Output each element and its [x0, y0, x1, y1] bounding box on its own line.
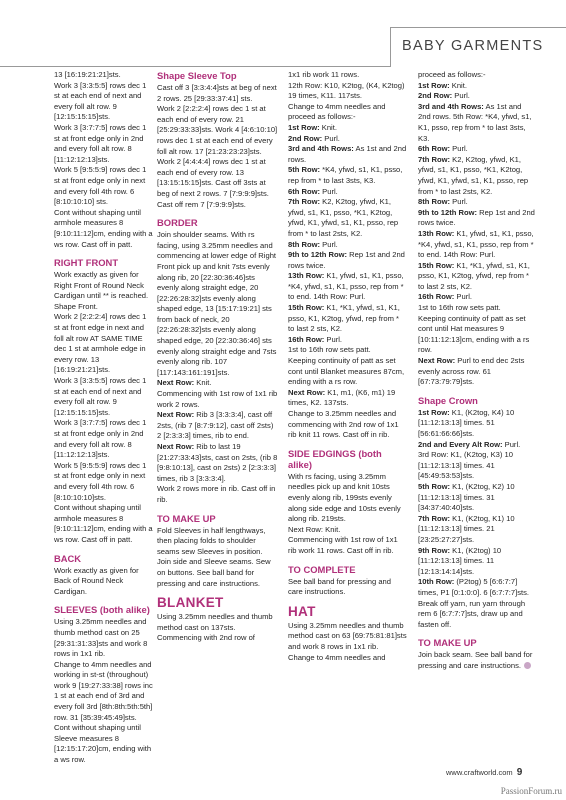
pattern-row: 7th Row: K1, (K2tog, K1) 10 [11:12:13:13] times. 21 [23:25:27:27]sts.: [418, 513, 515, 544]
pattern-row: 9th to 12th Row: Rep 1st and 2nd rows twice.: [288, 250, 405, 270]
pattern-row: 3rd and 4th Rows: As 1st and 2nd rows.: [288, 144, 407, 164]
page-number: 9: [516, 767, 523, 778]
text-line: Next Row: Knit.: [157, 378, 212, 388]
text-line: Keeping continuity of patt as set cont until Hat measures 9 [10:11:12:13]cm, ending with a rs row.: [418, 313, 530, 355]
text-line: Work 3 [3:3:5:5] rows dec 1 st at each end of next and every foll alt row. 9 [12:15:15:15]sts.: [54, 376, 147, 417]
pattern-row: 16th Row: Purl.: [288, 334, 343, 344]
text-line: Work 2 [2:2:2:4] rows dec 1 st at each end of every row. 21 [25:29:33:33]sts. Work 4 [4:6:10:10] rows dec 1 st at each end of every foll alt row. 17 [21:23:23:23]sts. Work 2 [4:4:4:4] rows dec 1 st at each end of every row. 13 [13:15:15:15]sts. Cast off 3sts at beg of next 2 rows. 7 [7:9:9:9]sts. Cast off rem 7 [7:9:9:9]sts.: [157, 104, 278, 209]
text-line: Work 2 [2:2:2:4] rows dec 1 st at front edge in next and foll alt row AT SAME TIME dec 1 st at armhole edge in every row. 13 [16:19:21:21]sts.: [54, 312, 147, 375]
pattern-row: 3rd and 4th Rows: As 1st and 2nd rows. 5th Row: *K4, yfwd, s1, K1, psso, rep from * to last 3sts, K3.: [418, 101, 532, 143]
column-3: [288, 70, 407, 663]
text-line: 12th Row: K10, K2tog, (K4, K2tog) 19 times, K11. 117sts.: [288, 80, 405, 101]
pattern-row: 13th Row: K1, yfwd, s1, K1, psso, *K4, yfwd, s1, K1, psso, rep from * to end. 14th Row: Purl.: [288, 271, 404, 302]
footer-url[interactable]: www.craftworld.com: [446, 768, 513, 777]
text-line: Fold Sleeves in half lengthways, then placing folds to shoulder seams sew Sleeves in position. Join side and Sleeve seams. Sew on buttons. See ball band for pressing and care instructions.: [157, 525, 271, 588]
row-label: Next Row:: [157, 378, 195, 388]
heading-shape-sleeve-top: Shape Sleeve Top: [157, 70, 237, 81]
pattern-row: 2nd Row: Purl.: [418, 91, 470, 101]
heading-shape-crown: Shape Crown: [418, 394, 478, 406]
text-line: Join back seam. See ball band for pressing and care instructions.: [418, 650, 533, 670]
text-line: Cont without shaping until armhole measures 8 [9:10:11:12]cm, ending with a ws row. Cast off in patt.: [54, 503, 153, 544]
pattern-row: 6th Row: Purl.: [418, 144, 468, 154]
text-line: With rs facing, using 3.25mm needles pick up and knit 10sts evenly along rib, 199sts evenly along side edge and 10sts evenly along rib. 219sts.: [288, 471, 401, 524]
text-line: Work exactly as given for Back of Round Neck Cardigan.: [54, 565, 139, 596]
heading-hat: HAT: [288, 603, 316, 619]
pattern-row: 5th Row: *K4, yfwd, s1, K1, psso, rep from * to last 3sts, K3.: [288, 165, 403, 185]
watermark: PassionForum.ru: [500, 786, 562, 796]
text-line: proceed as follows:-: [418, 70, 486, 79]
text-line: Next Row: Knit.: [288, 524, 341, 534]
pattern-row: 7th Row: K2, K2tog, yfwd, K1, yfwd, s1, K1, psso, *K1, K2tog, yfwd, K1, yfwd, s1, K1, psso, rep from * to last 2sts, K2.: [418, 154, 529, 196]
text-line: Next Row: Rib to last 19 [21:27:33:43]sts, cast on 2sts, (rib 8 [9:8:10:13], cast on 2sts) 2 [2:3:3:3] times, rib 3 [3:3:3:4].: [157, 442, 278, 483]
text-line: 13 [16:19:21:21]sts.: [54, 70, 121, 79]
text-line: 3rd Row: K1, (K2tog, K3) 10 [11:12:13:13] times. 41 [45:49:53:53]sts.: [418, 450, 513, 481]
heading-right-front: RIGHT FRONT: [54, 257, 119, 269]
text-line: Cont without shaping until armhole measures 8 [9:10:11:12]cm, ending with a ws row. Cast off in patt.: [54, 207, 153, 249]
end-mark-icon: [524, 662, 531, 669]
text-line: 1x1 rib work 11 rows.: [288, 70, 360, 79]
column-2: [157, 70, 278, 644]
pattern-row: Next Row: Purl to end dec 2sts evenly across row. 61 [67:73:79:79]sts.: [418, 356, 525, 387]
text-line: Work exactly as given for Right Front of Round Neck Cardigan until ** is reached.: [54, 270, 149, 301]
text-line: Using 3.25mm needles and thumb method cast on 63 [69:75:81:81]sts and work 8 rows in 1x1 rib.: [288, 620, 407, 651]
text-line: Using 3.25mm needles and thumb method cast on 25 [29:31:31:33]sts and work 8 rows in 1x1 rib.: [54, 617, 148, 659]
pattern-row: 8th Row: Purl.: [288, 239, 338, 249]
pattern-row: 8th Row: Purl.: [418, 197, 468, 207]
pattern-row: 2nd and Every Alt Row: Purl.: [418, 439, 521, 449]
text-line: Next Row: Rib 3 [3:3:3:4], cast off 2sts, (rib 7 [8:7:9:12], cast off 2sts) 2 [2:3:3:3] times, rib to end.: [157, 410, 274, 441]
pattern-row: 6th Row: Purl.: [288, 186, 338, 196]
page-footer: [446, 767, 522, 778]
pattern-row: 5th Row: K1, (K2tog, K2) 10 [11:12:13:13] times. 31 [34:37:40:40]sts.: [418, 481, 515, 513]
text-line: Work 5 [9:5:5:9] rows dec 1 st at front edge only in next and every foll 4th row. 6 [8:10:10:10]sts.: [54, 460, 147, 502]
pattern-row: 15th Row: K1, *K1, yfwd, s1, K1, psso, K1, K2tog, yfwd, rep from * to last 2 sts, K2.: [288, 303, 400, 334]
pattern-row: 9th to 12th Row: Rep 1st and 2nd rows twice.: [418, 207, 535, 228]
heading-blanket: BLANKET: [157, 595, 224, 611]
heading-sleeves: SLEEVES (both alike): [54, 604, 150, 616]
text-line: Work 5 [9:5:5:9] rows dec 1 st at front edge only in next and every foll 4th row. 6 [8:10:10:10] sts.: [54, 165, 147, 207]
heading-make-up: TO MAKE UP: [157, 512, 216, 524]
text-line: Work 3 [3:7:7:5] rows dec 1 st at front edge only in 2nd and every foll alt row. 8 [11:12:12:13]sts.: [54, 418, 147, 460]
heading-make-up-hat: TO MAKE UP: [418, 637, 477, 649]
row-label: Next Row:: [157, 442, 195, 451]
pattern-row: 1st Row: Knit.: [288, 122, 337, 132]
text-line: Commencing with 1st row of 1x1 rib work 11 rows. Cast off in rib.: [288, 535, 398, 555]
text-line: Using 3.25mm needles and thumb method cast on 137sts. Commencing with 2nd row of: [157, 612, 273, 643]
text-line: Work 3 [3:7:7:5] rows dec 1 st at front edge only in 2nd and every foll alt row. 8 [11:12:12:13]sts.: [54, 122, 147, 164]
pattern-row: 13th Row: K1, yfwd, s1, K1, psso, *K4, yfwd, s1, K1, psso, rep from * to end. 14th Row: Purl.: [418, 228, 534, 260]
text-line: 1st to 16th row sets patt.: [288, 345, 371, 355]
pattern-row: 2nd Row: Purl.: [288, 133, 340, 143]
text-line: Change to 4mm needles and proceed as follows:-: [288, 101, 386, 122]
text-line: Work 2 rows more in rib. Cast off in rib.: [157, 484, 276, 504]
pattern-row: 16th Row: Purl.: [418, 292, 473, 302]
text-line: Work 3 [3:3:5:5] rows dec 1 st at each end of next and every foll alt row. 9 [12:15:15:15]sts.: [54, 80, 147, 122]
row-label: Next Row:: [157, 410, 195, 420]
text-line: Join shoulder seams. With rs facing, using 3.25mm needles and commencing at lower edge of Right Front pick up and knit 7sts evenly along rib, 20 [22:30:36:46]sts evenly along straight edge, 20 [22:26:28:32]sts evenly along shaped edge, 13 [15:17:19:21] sts from back of neck, 20 [22:26:28:32]sts evenly along shaped edge, 20 [22:30:36:46] sts evenly along straight edge and 7sts evenly along rib. 107 [117:143:161:191]sts.: [157, 230, 277, 377]
text-line: Keeping continuity of patt as set cont until Blanket measures 87cm, ending with a rs row.: [288, 356, 405, 387]
text-line: 1st to 16th row sets patt.: [418, 303, 501, 313]
header-rule: [0, 66, 390, 67]
heading-back: BACK: [54, 552, 82, 564]
column-4: [418, 70, 536, 671]
text-line: Change to 4mm needles and working in st-st (throughout) work 9 [19:27:33:38] rows inc 1 st at each end of 3rd and every foll 3rd [8th:8th:5th:5th] row. 31 [35:39:45:49]sts.: [54, 659, 153, 722]
heading-border: BORDER: [157, 217, 198, 229]
text-line: Change to 3.25mm needles and commencing with 2nd row of 1x1 rib knit 11 rows. Cast off in rib.: [288, 409, 399, 440]
text-line: Change to 4mm needles and: [288, 652, 386, 662]
pattern-row: 15th Row: K1, *K1, yfwd, s1, K1, psso, K1, K2tog, yfwd, rep from * to last 2 sts, K2.: [418, 260, 530, 291]
pattern-row: 1st Row: K1, (K2tog, K4) 10 [11:12:13:13] times. 51 [56:61:66:66]sts.: [418, 407, 515, 438]
text-line: Shape Front.: [54, 301, 98, 311]
section-title: BABY GARMENTS: [402, 38, 544, 54]
pattern-row: 7th Row: K2, K2tog, yfwd, K1, yfwd, s1, K1, psso, *K1, K2tog, yfwd, K1, yfwd, s1, K1, psso, rep from * to last 2sts, K2.: [288, 197, 399, 238]
text-line: Cont without shaping until Sleeve measures 8 [12:15:17:20]cm, ending with a ws row.: [54, 723, 152, 765]
text-line: Commencing with 1st row of 1x1 rib work 2 rows.: [157, 389, 278, 409]
pattern-row: 10th Row: (P2tog) 5 [6:6:7:7] times, P1 [0:1:0:0]. 6 [6:7:7:7]sts.: [418, 577, 530, 597]
text-line: See ball band for pressing and care instructions.: [288, 576, 392, 597]
heading-to-complete: TO COMPLETE: [288, 563, 356, 575]
heading-side-edgings: SIDE EDGINGS (both alike): [288, 447, 382, 470]
pattern-row: Next Row: K1, m1, (K6, m1) 19 times, K2. 137sts.: [288, 387, 396, 408]
pattern-row: 9th Row: K1, (K2tog) 10 [11:12:13:13] times. 11 [12:13:14:14]sts.: [418, 545, 502, 576]
text-line: Break off yarn, run yarn through rem 6 [6:7:7:7]sts, draw up and fasten off.: [418, 598, 526, 629]
pattern-row: 1st Row: Knit.: [418, 80, 467, 90]
column-1: [54, 70, 154, 766]
text-line: Cast off 3 [3:3:4:4]sts at beg of next 2 rows. 25 [29:33:37:41] sts.: [157, 83, 277, 103]
